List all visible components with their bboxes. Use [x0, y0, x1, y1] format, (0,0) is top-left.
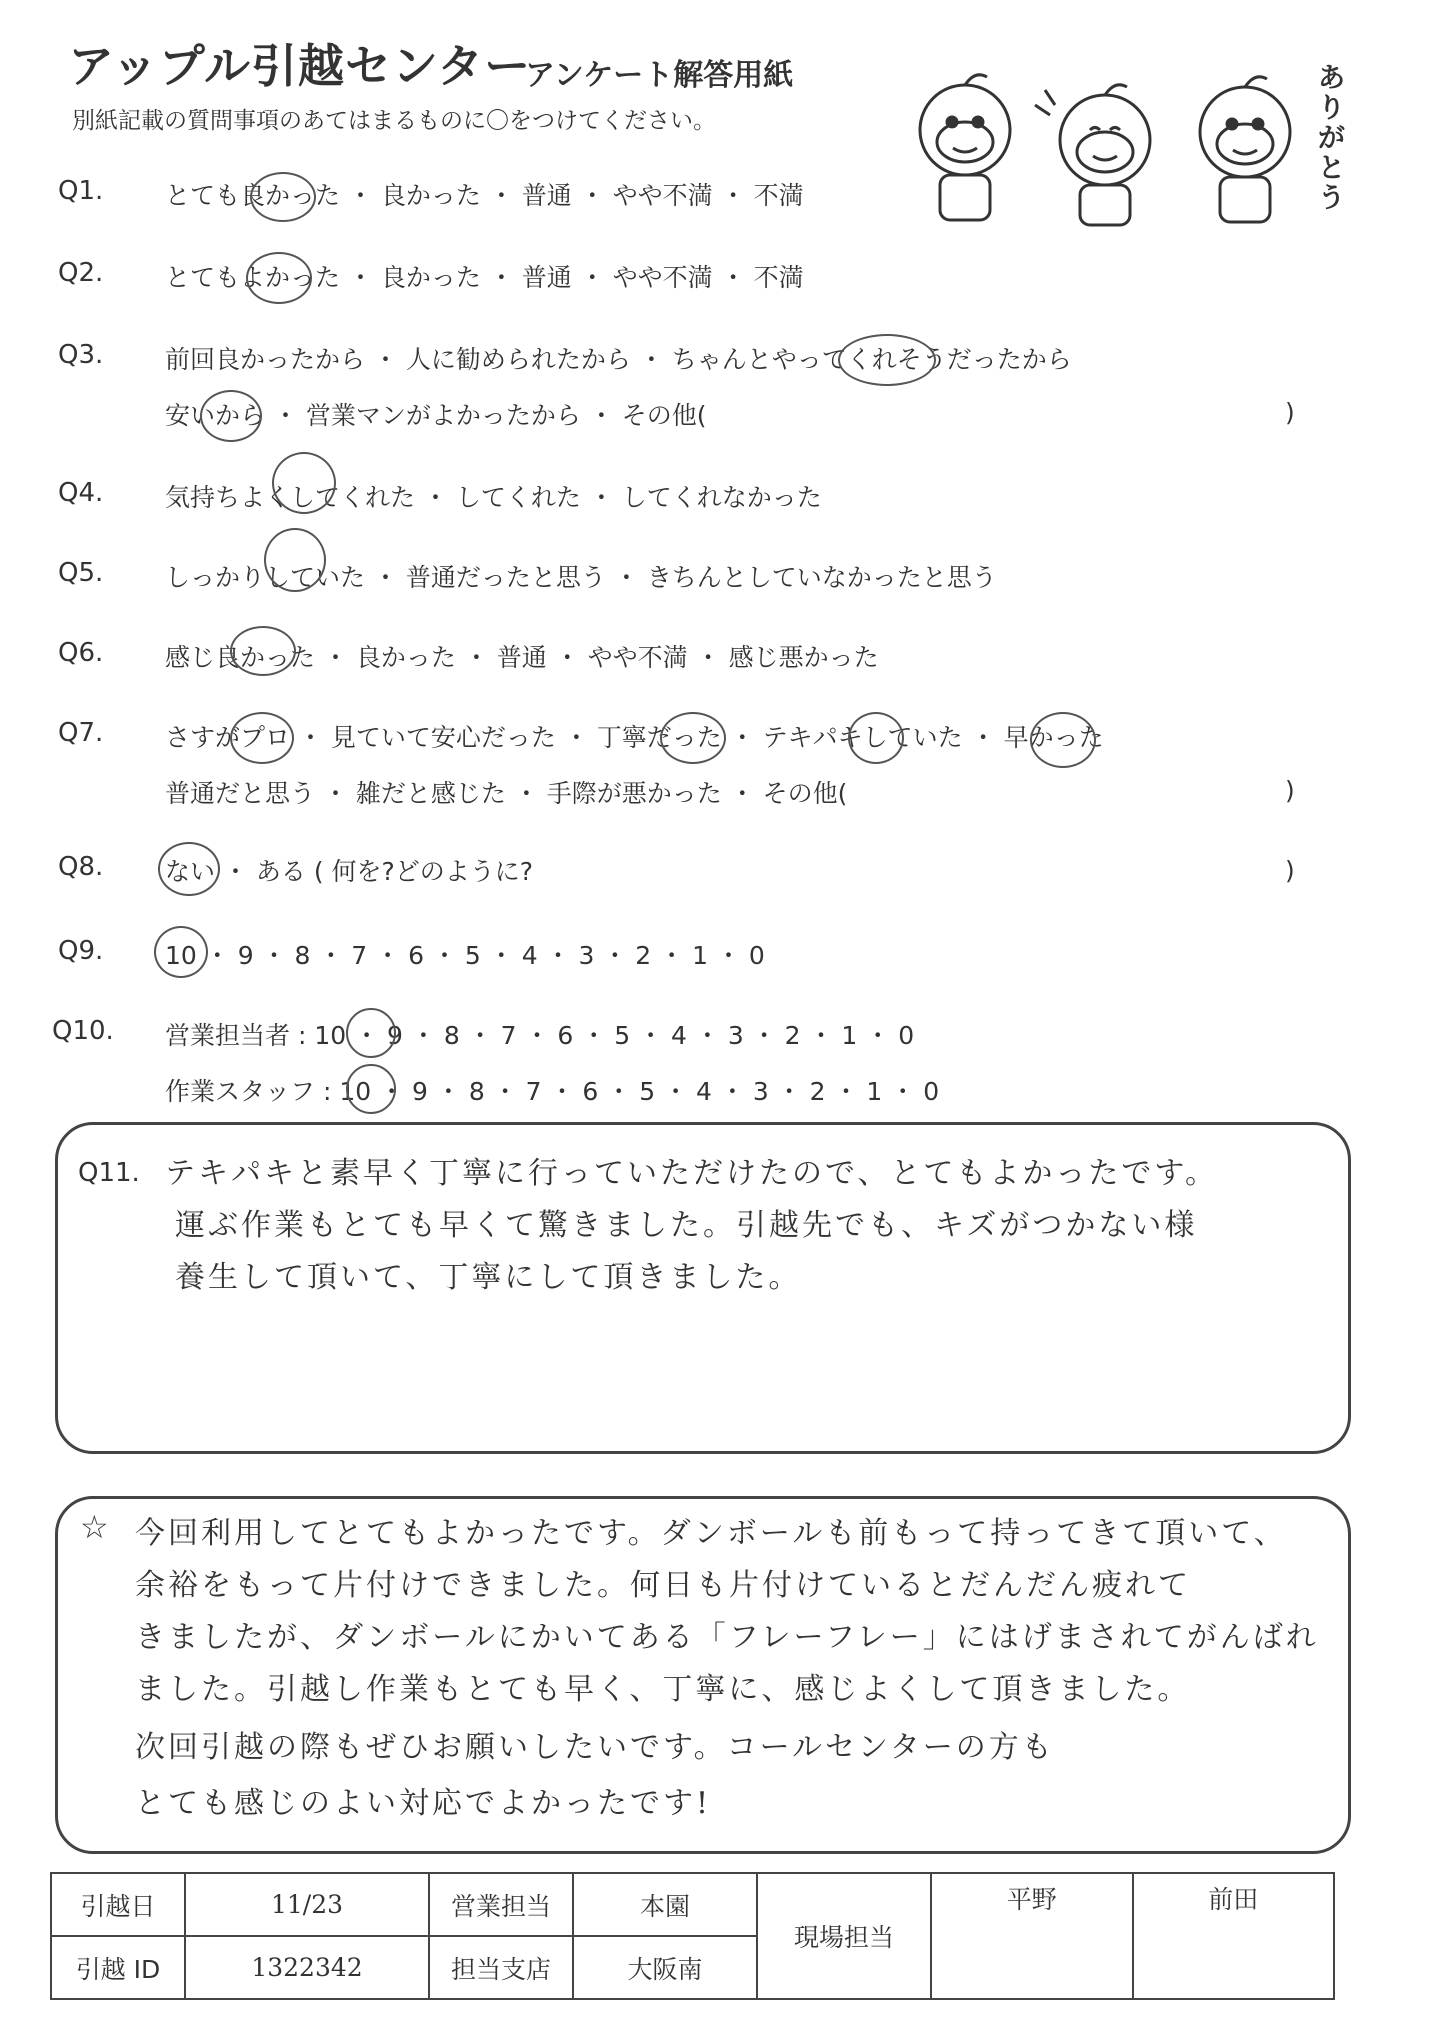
move-date-value: 11/23 [185, 1873, 429, 1936]
move-id-value: 1322342 [185, 1936, 429, 1999]
answer-circle-mark [346, 1064, 396, 1114]
answer-circle-mark [230, 712, 294, 764]
sales-label: 営業担当 [429, 1873, 573, 1936]
question-number: Q2. [58, 258, 104, 288]
question-options: とても良かった ・ 良かった ・ 普通 ・ やや不満 ・ 不満 [165, 181, 804, 210]
answer-circle-mark [848, 712, 904, 764]
question-q5 [0, 558, 1433, 602]
other-close-paren: ) [1285, 856, 1295, 885]
branch-name: 大阪南 [573, 1936, 757, 1999]
question-options: 感じ良かった ・ 良かった ・ 普通 ・ やや不満 ・ 感じ悪かった [165, 643, 879, 672]
question-options: さすがプロ ・ 見ていて安心だった ・ 丁寧だった ・ テキパキしていた ・ 早かった [165, 723, 1104, 752]
answer-circle-mark [200, 390, 262, 442]
answer-circle-mark [1030, 712, 1096, 768]
question-options: ない ・ ある ( 何を?どのように? [165, 857, 534, 886]
free-comment-line: きましたが、ダンボールにかいてある「フレーフレー」にはげまされてがんばれ [135, 1620, 1319, 1655]
question-number: Q1. [58, 176, 104, 206]
question-number: Q8. [58, 852, 104, 882]
instruction-text: 別紙記載の質問事項のあてはまるものに〇をつけてください。 [72, 108, 716, 134]
question-options: 気持ちよくしてくれた ・ してくれた ・ してくれなかった [165, 483, 822, 512]
footer-info-table [50, 1872, 1335, 2000]
arigato-text: ありがとう [1318, 63, 1345, 214]
question-number: Q9. [58, 936, 104, 966]
free-comment-line: 今回利用してとてもよかったです。ダンボールも前もって持ってきて頂いて、 [135, 1516, 1287, 1551]
question-options: 営業担当者 : 10 ・ 9 ・ 8 ・ 7 ・ 6 ・ 5 ・ 4 ・ 3 ・ 2 ・ 1 ・ 0 [165, 1021, 915, 1050]
question-q6 [0, 638, 1433, 682]
branch-label: 担当支店 [429, 1936, 573, 1999]
answer-circle-mark [838, 334, 936, 386]
question-options-line2: 作業スタッフ : 10 ・ 9 ・ 8 ・ 7 ・ 6 ・ 5 ・ 4 ・ 3 ・ 2 ・ 1 ・ 0 [165, 1077, 940, 1106]
question-q4 [0, 478, 1433, 522]
other-close-paren: ) [1285, 398, 1295, 427]
question-q1 [0, 176, 1433, 220]
site-staff-2: 前田 [1133, 1873, 1335, 1999]
answer-circle-mark [158, 842, 220, 896]
star-icon: ☆ [80, 1508, 109, 1546]
question-options-line2: 安いから ・ 営業マンがよかったから ・ その他( [165, 401, 707, 430]
question-q2 [0, 258, 1433, 302]
survey-subtitle: アンケート解答用紙 [525, 58, 794, 93]
free-comment-line: 次回引越の際もぜひお願いしたいです。コールセンターの方も [135, 1730, 1055, 1765]
answer-circle-mark [272, 452, 336, 514]
site-staff-1: 平野 [931, 1873, 1133, 1999]
answer-circle-mark [346, 1008, 396, 1058]
sales-name: 本園 [573, 1873, 757, 1936]
q11-label: Q11. [78, 1158, 140, 1188]
question-q9 [0, 936, 1433, 980]
move-date-label: 引越日 [51, 1873, 185, 1936]
site-staff-label: 現場担当 [757, 1873, 931, 1999]
question-number: Q4. [58, 478, 104, 508]
question-options: しっかりしていた ・ 普通だったと思う ・ きちんとしていなかったと思う [165, 563, 997, 592]
free-comment-line: とても感じのよい対応でよかったです! [135, 1786, 712, 1821]
question-options: 前回良かったから ・ 人に勧められたから ・ ちゃんとやってくれそうだったから [165, 345, 1072, 374]
question-options-line2: 普通だと思う ・ 雑だと感じた ・ 手際が悪かった ・ その他( [165, 779, 848, 808]
answer-circle-mark [250, 172, 316, 222]
q11-comment-line: 養生して頂いて、丁寧にして頂きました。 [175, 1260, 802, 1295]
free-comment-line: ました。引越し作業もとても早く、丁寧に、感じよくして頂きました。 [135, 1672, 1191, 1707]
question-number: Q10. [52, 1016, 114, 1046]
answer-circle-mark [660, 712, 726, 764]
question-number: Q5. [58, 558, 104, 588]
answer-circle-mark [264, 528, 326, 592]
answer-circle-mark [246, 252, 312, 304]
move-id-label: 引越 ID [51, 1936, 185, 1999]
other-close-paren: ) [1285, 776, 1295, 805]
question-q3 [0, 340, 1433, 430]
question-number: Q7. [58, 718, 104, 748]
question-number: Q6. [58, 638, 104, 668]
question-options: 10 ・ 9 ・ 8 ・ 7 ・ 6 ・ 5 ・ 4 ・ 3 ・ 2 ・ 1 ・ 0 [165, 941, 765, 970]
question-number: Q3. [58, 340, 104, 370]
question-options: とてもよかった ・ 良かった ・ 普通 ・ やや不満 ・ 不満 [165, 263, 804, 292]
question-q10 [0, 1016, 1433, 1106]
free-comment-line: 余裕をもって片付けできました。何日も片付けているとだんだん疲れて [135, 1568, 1191, 1603]
q11-comment-line: テキパキと素早く丁寧に行っていただけたので、とてもよかったです。 [165, 1156, 1218, 1191]
answer-circle-mark [230, 626, 296, 676]
answer-circle-mark [154, 926, 208, 978]
survey-title: アップル引越センター [68, 39, 532, 93]
q11-comment-line: 運ぶ作業もとても早くて驚きました。引越先でも、キズがつかない様 [175, 1208, 1198, 1243]
